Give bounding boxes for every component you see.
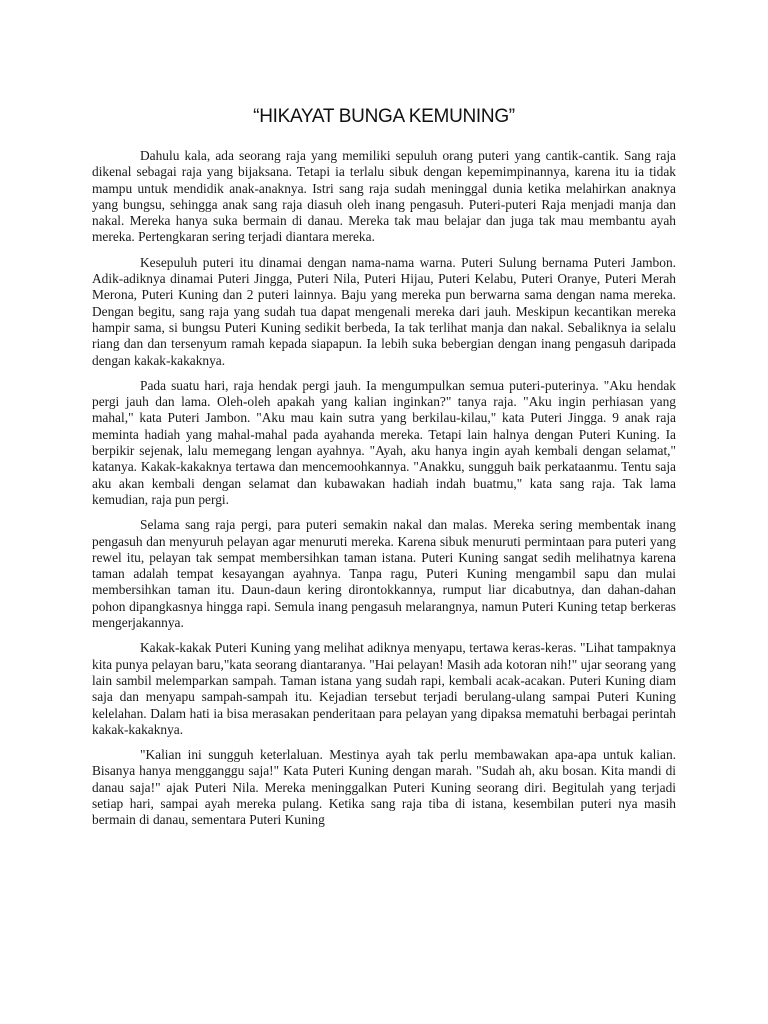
- paragraph-5: Kakak-kakak Puteri Kuning yang melihat adiknya menyapu, tertawa keras-keras. "Lihat tampaknya kita punya pelayan baru,"kata seorang diantaranya. "Hai pelayan! Masih ada kotoran nih!" ujar seorang yang lain sambil melemparkan sampah. Taman istana yang sudah rapi, kembali acak-acakan. Puteri Kuning diam saja dan menyapu sampah-sampah itu. Kejadian tersebut terjadi berulang-ulang sampai Puteri Kuning kelelahan. Dalam hati ia bisa merasakan penderitaan para pelayan yang dipaksa mematuhi berbagai perintah kakak-kakaknya.: [92, 640, 676, 737]
- paragraph-2: Kesepuluh puteri itu dinamai dengan nama-nama warna. Puteri Sulung bernama Puteri Jambon. Adik-adiknya dinamai Puteri Jingga, Puteri Nila, Puteri Hijau, Puteri Kelabu, Puteri Oranye, Puteri Merah Merona, Puteri Kuning dan 2 puteri lainnya. Baju yang mereka pun berwarna sama dengan nama mereka. Dengan begitu, sang raja yang sudah tua dapat mengenali mereka dari jauh. Meskipun kecantikan mereka hampir sama, si bungsu Puteri Kuning sedikit berbeda, Ia tak terlihat manja dan nakal. Sebaliknya ia selalu riang dan dan tersenyum ramah kepada siapapun. Ia lebih suka bebergian dengan inang pengasuh daripada dengan kakak-kakaknya.: [92, 254, 676, 368]
- document-title: “HIKAYAT BUNGA KEMUNING”: [253, 106, 515, 127]
- paragraph-3: Pada suatu hari, raja hendak pergi jauh. Ia mengumpulkan semua puteri-puterinya. "Aku hendak pergi jauh dan lama. Oleh-oleh apakah yang kalian inginkan?" tanya raja. "Aku ingin perhiasan yang mahal," kata Puteri Jambon. "Aku mau kain sutra yang berkilau-kilau," kata Puteri Jingga. 9 anak raja meminta hadiah yang mahal-mahal pada ayahanda mereka. Tetapi lain halnya dengan Puteri Kuning. Ia berpikir sejenak, lalu memegang lengan ayahnya. "Ayah, aku hanya ingin ayah kembali dengan selamat," katanya. Kakak-kakaknya tertawa dan mencemoohkannya. "Anakku, sungguh baik perkataanmu. Tentu saja aku akan kembali dengan selamat dan kubawakan hadiah indah buatmu," kata sang raja. Tak lama kemudian, raja pun pergi.: [92, 377, 676, 507]
- document-body: [92, 148, 676, 829]
- paragraph-4: Selama sang raja pergi, para puteri semakin nakal dan malas. Mereka sering membentak inang pengasuh dan menyuruh pelayan agar menuruti mereka. Karena sibuk menuruti permintaan para puteri yang rewel itu, pelayan tak sempat membersihkan taman istana. Puteri Kuning sangat sedih melihatnya karena taman adalah tempat kesayangan ayahnya. Tanpa ragu, Puteri Kuning mengambil sapu dan mulai membersihkan taman itu. Daun-daun kering dirontokkannya, rumput liar dicabutnya, dan dahan-dahan pohon dipangkasnya hingga rapi. Semula inang pengasuh melarangnya, namun Puteri Kuning tetap berkeras mengerjakannya.: [92, 517, 676, 631]
- paragraph-6: "Kalian ini sungguh keterlaluan. Mestinya ayah tak perlu membawakan apa-apa untuk kalian. Bisanya hanya mengganggu saja!" Kata Puteri Kuning dengan marah. "Sudah ah, aku bosan. Kita mandi di danau saja!" ajak Puteri Nila. Mereka meninggalkan Puteri Kuning seorang diri. Begitulah yang terjadi setiap hari, sampai ayah mereka pulang. Ketika sang raja tiba di istana, kesembilan puteri nya masih bermain di danau, sementara Puteri Kuning: [92, 747, 676, 828]
- paragraph-1: Dahulu kala, ada seorang raja yang memiliki sepuluh orang puteri yang cantik-cantik. Sang raja dikenal sebagai raja yang bijaksana. Tetapi ia terlalu sibuk dengan kepemimpinannya, karena itu ia tidak mampu untuk mendidik anak-anaknya. Istri sang raja sudah meninggal dunia ketika melahirkan anaknya yang bungsu, sehingga anak sang raja diasuh oleh inang pengasuh. Puteri-puteri Raja menjadi manja dan nakal. Mereka hanya suka bermain di danau. Mereka tak mau belajar dan juga tak mau membantu ayah mereka. Pertengkaran sering terjadi diantara mereka.: [92, 148, 676, 245]
